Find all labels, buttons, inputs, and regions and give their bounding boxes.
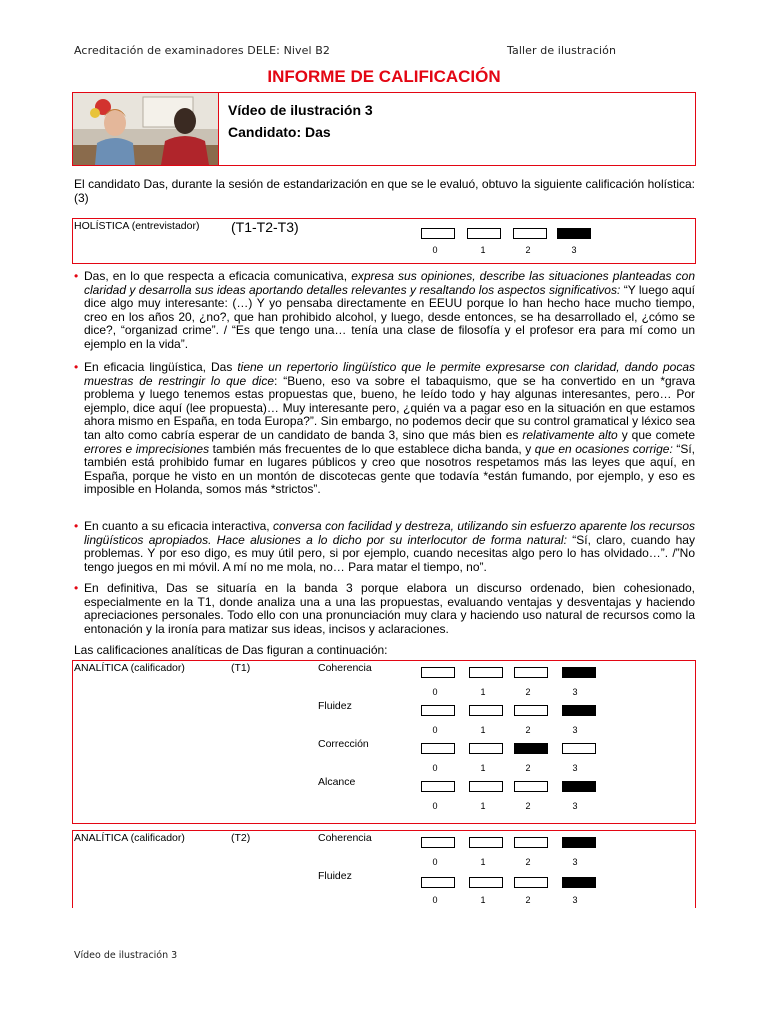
footer: Vídeo de ilustración 3 — [74, 950, 178, 961]
analytic-task: (T1) — [231, 662, 251, 674]
video-thumbnail[interactable] — [73, 93, 219, 165]
bullet-communicative: • Das, en lo que respecta a eficacia comunicativa, expresa sus opiniones, describe las situaciones planteadas con claridad y desarrolla sus ideas aportando detalles relevantes y resaltando los aspectos significativos: “Y luego aquí dice algo muy interesante: (…) Y yo pensaba directamente en EEUU porque lo han hecho hace mucho tiempo, creo en los años 20, ¿no?, que han prohibido alcohol, y luego, desde entonces, se ha desarrollado el, ¿cómo se dice?, “organizad crime”. / “Es que tengo una… tenía una clase de filosofía y el profesor era para mí como un ejemplo en la vida”. — [74, 269, 695, 351]
criterion-name: Coherencia — [318, 662, 372, 674]
criterion-name: Fluidez — [318, 870, 352, 882]
scale-box-0 — [421, 228, 455, 239]
criterion-name: Alcance — [318, 776, 356, 788]
bullet-dot: • — [74, 269, 79, 283]
bullet-linguistic: • En eficacia lingüística, Das tiene un repertorio lingüístico que le permite expresarse con claridad, dando pocas muestras de restringir lo que dice: “Bueno, eso va sobre el tabaquismo, que se ha convertido en un *grava problema y luego tenemos estas propuestas que, bueno, he leído todo y hay algunas interesantes, pero… Por ejemplo, dice aquí (lee propuesta)… Muy interesante pero, ¿quién va a pagar eso en la situación en que estamos ahora mismo en España, en toda Europa?”. Sin embargo, no podemos decir que su control gramatical y léxico sea tan alto como cabría esperar de un candidato de banda 3, sino que más bien es relativamente alto y que comete errores e imprecisiones también más frecuentes de lo que establece dicha banda, y que en ocasiones corrige: “Sí, también está prohibido fumar en lugares públicos y creo que nosotros respetamos más las leyes que aquí, en España, porque he visto en un montón de discotecas gente que todavía *están fumando, por ejemplo, y eso es imposible en Holanda, somos más *strictos”. — [74, 360, 696, 497]
bullet-dot: • — [74, 581, 79, 595]
scale-label: 2 — [525, 245, 531, 255]
intro-paragraph: El candidato Das, durante la sesión de estandarización en que se le evaluó, obtuvo la siguiente calificación holística: (3) — [74, 177, 695, 205]
candidate-name: Candidato: Das — [228, 124, 331, 140]
analytic-intro: Las calificaciones analíticas de Das figuran a continuación: — [74, 643, 388, 657]
scale-label: 1 — [480, 245, 486, 255]
scale-box-3-selected — [557, 228, 591, 239]
scale-label: 3 — [571, 245, 577, 255]
video-title: Vídeo de ilustración 3 — [228, 102, 373, 118]
criterion-name: Coherencia — [318, 832, 372, 844]
scale-box-2 — [513, 228, 547, 239]
bullet-dot: • — [74, 519, 79, 533]
analytic-label: ANALÍTICA (calificador) — [74, 662, 185, 674]
header-right: Taller de ilustración — [507, 44, 617, 57]
scale-label: 0 — [432, 245, 438, 255]
analytic-box-t1 — [72, 660, 696, 824]
scale-box-1 — [467, 228, 501, 239]
holistic-label: HOLÍSTICA (entrevistador) — [74, 220, 200, 232]
criterion-name: Corrección — [318, 738, 369, 750]
criterion-name: Fluidez — [318, 700, 352, 712]
header-left: Acreditación de examinadores DELE: Nivel B2 — [74, 44, 331, 57]
bullet-conclusion: • En definitiva, Das se situaría en la banda 3 porque elabora un discurso ordenado, bien cohesionado, especialmente en la T1, donde analiza una a una las propuestas, evaluando ventajas y desventajas y haciendo apreciaciones personales. Todo ello con una pronunciación muy clara y haciendo uso natural de recursos como la entonación y la ironía para matizar sus ideas, incisos y aclaraciones. — [74, 581, 695, 636]
page-title: INFORME DE CALIFICACIÓN — [267, 67, 501, 86]
bullet-dot: • — [74, 360, 79, 374]
analytic-task: (T2) — [231, 832, 251, 844]
bullet-interactive: • En cuanto a su eficacia interactiva, conversa con facilidad y destreza, utilizando sin esfuerzo aparente los recursos lingüísticos apropiados. Hace alusiones a lo dicho por su interlocutor de forma natural: “Sí, claro, cuando hay problemas. Y por eso digo, es muy útil pero, si por ejemplo, cuando necesitas algo pero lo has olvidado…”. /”No tengo juegos en mi móvil. A mí no me mola, no… Para matar el tiempo, no”. — [74, 519, 695, 574]
holistic-tasks: (T1-T2-T3) — [231, 219, 299, 235]
analytic-label: ANALÍTICA (calificador) — [74, 832, 185, 844]
